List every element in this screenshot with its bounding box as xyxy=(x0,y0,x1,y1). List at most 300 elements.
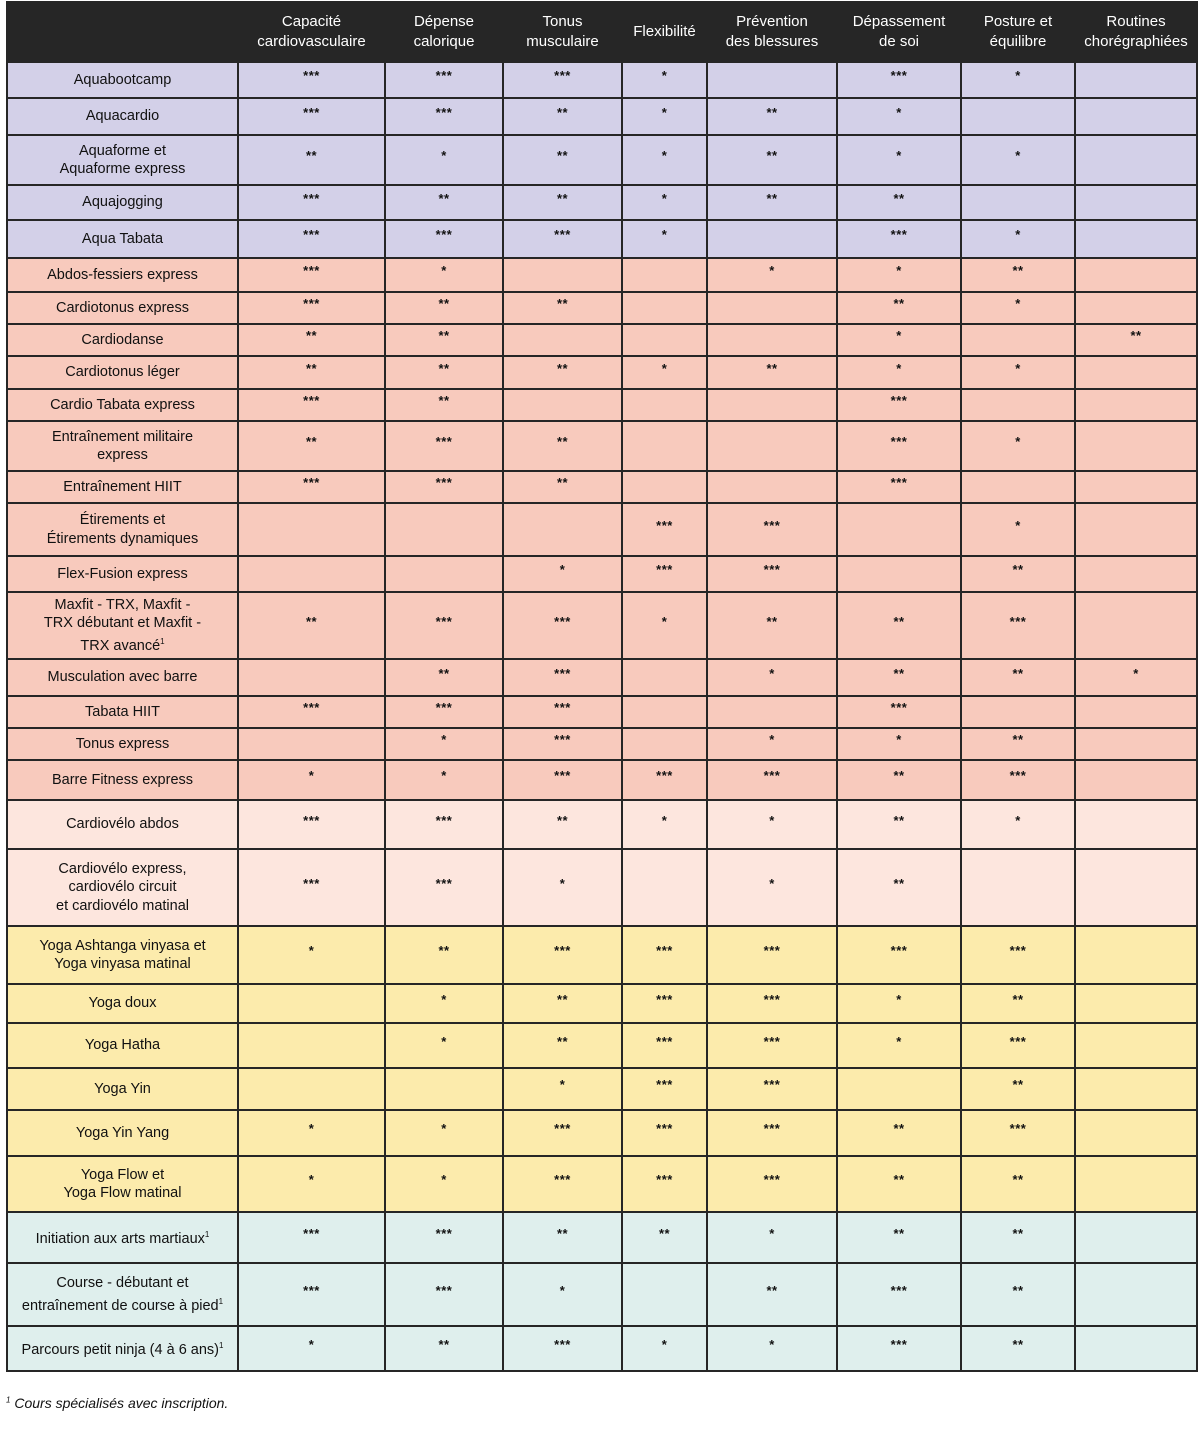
activity-name xyxy=(7,696,238,728)
rating-cell: *** xyxy=(503,1326,622,1371)
rating-cell: ** xyxy=(385,926,503,984)
activity-comparison-table xyxy=(6,1,1198,1372)
footnote-ref: 1 xyxy=(204,1230,210,1240)
table-row xyxy=(7,471,1197,503)
rating-cell: *** xyxy=(961,592,1075,659)
rating-cell: * xyxy=(503,1068,622,1110)
rating-cell: *** xyxy=(385,471,503,503)
rating-cell: *** xyxy=(238,849,385,926)
activity-name-text: Maxfit - TRX, Maxfit - TRX débutant et Maxfit - TRX avancé xyxy=(43,596,202,654)
activity-name-text: Aquacardio xyxy=(85,108,160,125)
rating-cell: ** xyxy=(385,324,503,356)
rating-cell: * xyxy=(707,849,837,926)
rating-cell: ** xyxy=(707,135,837,185)
rating-cell: ** xyxy=(837,659,961,696)
rating-cell: * xyxy=(961,356,1075,389)
rating-cell xyxy=(1075,1023,1197,1068)
rating-cell: * xyxy=(837,984,961,1023)
activity-name-text: Aqua Tabata xyxy=(81,230,164,247)
rating-cell xyxy=(1075,760,1197,800)
activity-name xyxy=(7,220,238,258)
activity-name-text: Yoga Yin Yang xyxy=(75,1124,170,1141)
rating-cell: * xyxy=(961,135,1075,185)
rating-cell: *** xyxy=(238,471,385,503)
rating-cell: ** xyxy=(837,849,961,926)
rating-cell: *** xyxy=(961,1110,1075,1156)
activity-name xyxy=(7,1068,238,1110)
rating-cell xyxy=(1075,98,1197,135)
rating-cell: ** xyxy=(238,421,385,471)
rating-cell xyxy=(1075,1212,1197,1263)
rating-cell xyxy=(385,503,503,556)
activity-name-text: Aquabootcamp xyxy=(73,71,172,88)
column-header: Posture et équilibre xyxy=(961,2,1075,62)
activity-name-text: Course - débutant et entraînement de course à pied xyxy=(21,1275,219,1314)
rating-cell: *** xyxy=(837,389,961,421)
rating-cell: ** xyxy=(503,98,622,135)
rating-cell: ** xyxy=(503,356,622,389)
rating-cell xyxy=(837,503,961,556)
rating-cell: *** xyxy=(385,592,503,659)
activity-name-text: Étirements et Étirements dynamiques xyxy=(46,512,199,547)
activity-name-text: Yoga Yin xyxy=(94,1080,151,1097)
rating-cell: * xyxy=(385,1110,503,1156)
rating-cell: * xyxy=(622,592,707,659)
table-row xyxy=(7,292,1197,324)
table-row xyxy=(7,220,1197,258)
footnote-ref: 1 xyxy=(160,636,165,646)
table-header xyxy=(7,2,1197,62)
rating-cell: ** xyxy=(707,185,837,220)
rating-cell: *** xyxy=(837,1263,961,1326)
rating-cell: ** xyxy=(837,185,961,220)
rating-cell: * xyxy=(961,292,1075,324)
rating-cell: * xyxy=(622,62,707,98)
activity-name xyxy=(7,849,238,926)
table-row xyxy=(7,1212,1197,1263)
activity-name xyxy=(7,659,238,696)
table-row xyxy=(7,800,1197,849)
rating-cell: ** xyxy=(503,1212,622,1263)
footnote-ref: 1 xyxy=(218,1296,224,1306)
rating-cell xyxy=(622,258,707,292)
rating-cell xyxy=(1075,220,1197,258)
activity-name xyxy=(7,471,238,503)
activity-comparison-table-container xyxy=(6,1,1196,1372)
rating-cell: *** xyxy=(503,592,622,659)
table-row xyxy=(7,659,1197,696)
rating-cell xyxy=(622,1263,707,1326)
rating-cell xyxy=(238,1068,385,1110)
rating-cell: * xyxy=(707,1326,837,1371)
table-body xyxy=(7,62,1197,1371)
activity-name xyxy=(7,324,238,356)
activity-name xyxy=(7,1263,238,1326)
rating-cell xyxy=(1075,800,1197,849)
rating-cell: *** xyxy=(238,62,385,98)
activity-name-text: Parcours petit ninja (4 à 6 ans) xyxy=(21,1342,219,1359)
rating-cell: ** xyxy=(707,356,837,389)
rating-cell: ** xyxy=(385,659,503,696)
rating-cell: ** xyxy=(385,389,503,421)
rating-cell: * xyxy=(503,1263,622,1326)
rating-cell xyxy=(707,471,837,503)
rating-cell: *** xyxy=(238,1212,385,1263)
rating-cell xyxy=(707,324,837,356)
rating-cell: * xyxy=(385,258,503,292)
header-row xyxy=(7,2,1197,62)
activity-name-text: Yoga doux xyxy=(88,995,157,1012)
table-row xyxy=(7,98,1197,135)
activity-name xyxy=(7,1326,238,1371)
activity-name xyxy=(7,556,238,592)
footnote-marker: 1 xyxy=(6,1395,11,1405)
rating-cell: * xyxy=(622,185,707,220)
rating-cell: *** xyxy=(503,220,622,258)
rating-cell: ** xyxy=(837,1110,961,1156)
rating-cell: * xyxy=(837,258,961,292)
activity-name xyxy=(7,421,238,471)
rating-cell: *** xyxy=(707,1156,837,1212)
activity-name-text: Cardio Tabata express xyxy=(50,396,195,413)
table-row xyxy=(7,1263,1197,1326)
rating-cell: * xyxy=(622,98,707,135)
activity-name xyxy=(7,503,238,556)
rating-cell: *** xyxy=(622,1110,707,1156)
rating-cell: ** xyxy=(238,135,385,185)
rating-cell xyxy=(1075,135,1197,185)
activity-name xyxy=(7,1110,238,1156)
rating-cell xyxy=(622,292,707,324)
rating-cell: *** xyxy=(238,220,385,258)
activity-name xyxy=(7,292,238,324)
activity-name-text: Cardiovélo abdos xyxy=(66,816,179,833)
rating-cell xyxy=(707,220,837,258)
rating-cell xyxy=(961,696,1075,728)
rating-cell: * xyxy=(385,728,503,760)
rating-cell xyxy=(238,728,385,760)
rating-cell: * xyxy=(503,849,622,926)
rating-cell: ** xyxy=(238,324,385,356)
rating-cell: *** xyxy=(707,926,837,984)
rating-cell: * xyxy=(837,356,961,389)
activity-name-text: Barre Fitness express xyxy=(51,771,194,788)
column-header: Prévention des blessures xyxy=(707,2,837,62)
activity-name xyxy=(7,62,238,98)
rating-cell: ** xyxy=(503,800,622,849)
rating-cell: *** xyxy=(503,62,622,98)
rating-cell: * xyxy=(238,1156,385,1212)
rating-cell: ** xyxy=(1075,324,1197,356)
table-row xyxy=(7,185,1197,220)
rating-cell xyxy=(1075,1110,1197,1156)
rating-cell: *** xyxy=(238,696,385,728)
rating-cell xyxy=(503,324,622,356)
rating-cell: *** xyxy=(961,926,1075,984)
column-header: Tonus musculaire xyxy=(503,2,622,62)
table-row xyxy=(7,1023,1197,1068)
activity-name-text: Flex-Fusion express xyxy=(57,565,188,582)
rating-cell: * xyxy=(707,1212,837,1263)
rating-cell: *** xyxy=(707,760,837,800)
rating-cell xyxy=(1075,471,1197,503)
rating-cell: *** xyxy=(503,1156,622,1212)
activity-name-text: Cardiodanse xyxy=(81,331,164,348)
rating-cell: *** xyxy=(622,503,707,556)
activity-name-text: Yoga Flow et Yoga Flow matinal xyxy=(63,1166,182,1201)
rating-cell xyxy=(503,503,622,556)
rating-cell xyxy=(707,292,837,324)
rating-cell: ** xyxy=(961,556,1075,592)
rating-cell: ** xyxy=(503,421,622,471)
rating-cell: *** xyxy=(385,696,503,728)
rating-cell: *** xyxy=(238,800,385,849)
activity-name-text: Cardiotonus léger xyxy=(65,364,180,381)
rating-cell xyxy=(1075,592,1197,659)
table-row xyxy=(7,1156,1197,1212)
rating-cell: *** xyxy=(837,696,961,728)
footnote-ref: 1 xyxy=(219,1341,224,1351)
rating-cell xyxy=(503,258,622,292)
column-header: Capacité cardiovasculaire xyxy=(238,2,385,62)
rating-cell: * xyxy=(238,760,385,800)
rating-cell xyxy=(238,984,385,1023)
rating-cell xyxy=(1075,1263,1197,1326)
rating-cell: *** xyxy=(238,1263,385,1326)
activity-name-text: Entraînement militaire express xyxy=(51,428,194,463)
table-row xyxy=(7,926,1197,984)
activity-name xyxy=(7,389,238,421)
rating-cell xyxy=(707,696,837,728)
rating-cell: *** xyxy=(707,1110,837,1156)
table-row xyxy=(7,984,1197,1023)
rating-cell: * xyxy=(1075,659,1197,696)
rating-cell: ** xyxy=(503,292,622,324)
rating-cell: * xyxy=(961,503,1075,556)
rating-cell: ** xyxy=(837,800,961,849)
rating-cell: ** xyxy=(238,592,385,659)
rating-cell: *** xyxy=(238,258,385,292)
rating-cell: ** xyxy=(503,984,622,1023)
rating-cell xyxy=(707,62,837,98)
rating-cell xyxy=(1075,696,1197,728)
rating-cell: *** xyxy=(385,98,503,135)
rating-cell: *** xyxy=(837,1326,961,1371)
rating-cell: *** xyxy=(503,696,622,728)
rating-cell: * xyxy=(707,728,837,760)
rating-cell: * xyxy=(385,1023,503,1068)
rating-cell: *** xyxy=(707,503,837,556)
table-row xyxy=(7,1110,1197,1156)
rating-cell xyxy=(961,185,1075,220)
activity-name-text: Musculation avec barre xyxy=(47,669,198,686)
rating-cell: ** xyxy=(837,1156,961,1212)
rating-cell xyxy=(622,696,707,728)
rating-cell: * xyxy=(837,728,961,760)
rating-cell: * xyxy=(503,556,622,592)
rating-cell: ** xyxy=(961,728,1075,760)
rating-cell: * xyxy=(622,1326,707,1371)
activity-name xyxy=(7,98,238,135)
rating-cell: * xyxy=(622,135,707,185)
activity-name-text: Aquaforme et Aquaforme express xyxy=(59,142,186,177)
activity-name-text: Yoga Hatha xyxy=(84,1037,161,1054)
rating-cell: * xyxy=(837,98,961,135)
rating-cell xyxy=(1075,984,1197,1023)
activity-name-text: Tabata HIIT xyxy=(85,703,160,720)
rating-cell: ** xyxy=(837,760,961,800)
activity-name xyxy=(7,1023,238,1068)
activity-name xyxy=(7,356,238,389)
activity-name-text: Yoga Ashtanga vinyasa et Yoga vinyasa matinal xyxy=(39,937,206,972)
rating-cell xyxy=(1075,556,1197,592)
rating-cell xyxy=(961,389,1075,421)
rating-cell: *** xyxy=(385,220,503,258)
activity-name xyxy=(7,926,238,984)
rating-cell xyxy=(622,849,707,926)
header-corner xyxy=(7,2,238,62)
rating-cell xyxy=(1075,185,1197,220)
rating-cell: * xyxy=(238,1110,385,1156)
rating-cell xyxy=(1075,1068,1197,1110)
rating-cell: ** xyxy=(961,1326,1075,1371)
rating-cell xyxy=(622,421,707,471)
activity-name xyxy=(7,1212,238,1263)
rating-cell: *** xyxy=(385,800,503,849)
rating-cell: ** xyxy=(707,1263,837,1326)
rating-cell: *** xyxy=(707,1023,837,1068)
rating-cell: *** xyxy=(837,471,961,503)
column-header: Dépassement de soi xyxy=(837,2,961,62)
activity-name-text: Tonus express xyxy=(75,735,170,752)
rating-cell xyxy=(622,659,707,696)
rating-cell: *** xyxy=(503,659,622,696)
table-row xyxy=(7,1326,1197,1371)
rating-cell: * xyxy=(961,220,1075,258)
rating-cell: ** xyxy=(385,185,503,220)
rating-cell: *** xyxy=(238,185,385,220)
rating-cell: *** xyxy=(837,220,961,258)
table-row xyxy=(7,503,1197,556)
rating-cell xyxy=(385,556,503,592)
rating-cell xyxy=(503,389,622,421)
rating-cell xyxy=(1075,292,1197,324)
rating-cell: *** xyxy=(837,62,961,98)
rating-cell: *** xyxy=(385,849,503,926)
activity-name xyxy=(7,984,238,1023)
rating-cell: ** xyxy=(385,1326,503,1371)
rating-cell: ** xyxy=(961,984,1075,1023)
rating-cell: ** xyxy=(503,471,622,503)
rating-cell: * xyxy=(837,1023,961,1068)
table-row xyxy=(7,556,1197,592)
table-row xyxy=(7,62,1197,98)
table-row xyxy=(7,592,1197,659)
rating-cell: ** xyxy=(961,1263,1075,1326)
rating-cell xyxy=(1075,728,1197,760)
rating-cell: * xyxy=(707,258,837,292)
rating-cell xyxy=(238,556,385,592)
rating-cell: *** xyxy=(622,1023,707,1068)
activity-name-text: Initiation aux arts martiaux xyxy=(35,1231,205,1248)
rating-cell: ** xyxy=(837,292,961,324)
table-row xyxy=(7,760,1197,800)
activity-name-text: Abdos-fessiers express xyxy=(47,266,198,283)
rating-cell: * xyxy=(238,926,385,984)
rating-cell: *** xyxy=(622,1068,707,1110)
rating-cell: * xyxy=(385,984,503,1023)
activity-name xyxy=(7,728,238,760)
rating-cell: *** xyxy=(385,1212,503,1263)
rating-cell: * xyxy=(707,800,837,849)
footnote-text: Cours spécialisés avec inscription. xyxy=(10,1395,229,1411)
rating-cell: * xyxy=(837,135,961,185)
rating-cell xyxy=(1075,258,1197,292)
activity-name-text: Cardiotonus express xyxy=(56,299,189,316)
rating-cell: ** xyxy=(837,1212,961,1263)
rating-cell: ** xyxy=(961,659,1075,696)
rating-cell xyxy=(961,324,1075,356)
activity-name xyxy=(7,592,238,659)
rating-cell xyxy=(1075,1326,1197,1371)
rating-cell: *** xyxy=(837,926,961,984)
rating-cell: ** xyxy=(503,1023,622,1068)
rating-cell xyxy=(1075,849,1197,926)
rating-cell: * xyxy=(385,1156,503,1212)
rating-cell: ** xyxy=(961,1068,1075,1110)
rating-cell: ** xyxy=(503,185,622,220)
rating-cell xyxy=(837,1068,961,1110)
column-header: Flexibilité xyxy=(622,2,707,62)
rating-cell xyxy=(707,421,837,471)
rating-cell: ** xyxy=(238,356,385,389)
rating-cell: *** xyxy=(503,926,622,984)
rating-cell: * xyxy=(385,135,503,185)
rating-cell xyxy=(385,1068,503,1110)
column-header: Routines chorégraphiées xyxy=(1075,2,1197,62)
rating-cell: *** xyxy=(837,421,961,471)
rating-cell xyxy=(1075,62,1197,98)
table-row xyxy=(7,849,1197,926)
rating-cell: *** xyxy=(707,556,837,592)
table-row xyxy=(7,135,1197,185)
table-row xyxy=(7,389,1197,421)
rating-cell xyxy=(1075,356,1197,389)
rating-cell: ** xyxy=(385,292,503,324)
rating-cell xyxy=(961,98,1075,135)
rating-cell: *** xyxy=(707,984,837,1023)
rating-cell xyxy=(1075,926,1197,984)
rating-cell xyxy=(238,659,385,696)
rating-cell: *** xyxy=(961,1023,1075,1068)
rating-cell xyxy=(1075,503,1197,556)
rating-cell xyxy=(707,389,837,421)
rating-cell xyxy=(961,471,1075,503)
rating-cell: * xyxy=(961,421,1075,471)
rating-cell xyxy=(1075,421,1197,471)
rating-cell: *** xyxy=(622,984,707,1023)
rating-cell: *** xyxy=(622,760,707,800)
rating-cell: *** xyxy=(238,389,385,421)
rating-cell: ** xyxy=(837,592,961,659)
table-row xyxy=(7,356,1197,389)
rating-cell xyxy=(622,389,707,421)
table-row xyxy=(7,421,1197,471)
rating-cell: *** xyxy=(385,1263,503,1326)
rating-cell xyxy=(622,324,707,356)
activity-name-text: Entraînement HIIT xyxy=(63,478,182,495)
rating-cell: ** xyxy=(961,1156,1075,1212)
